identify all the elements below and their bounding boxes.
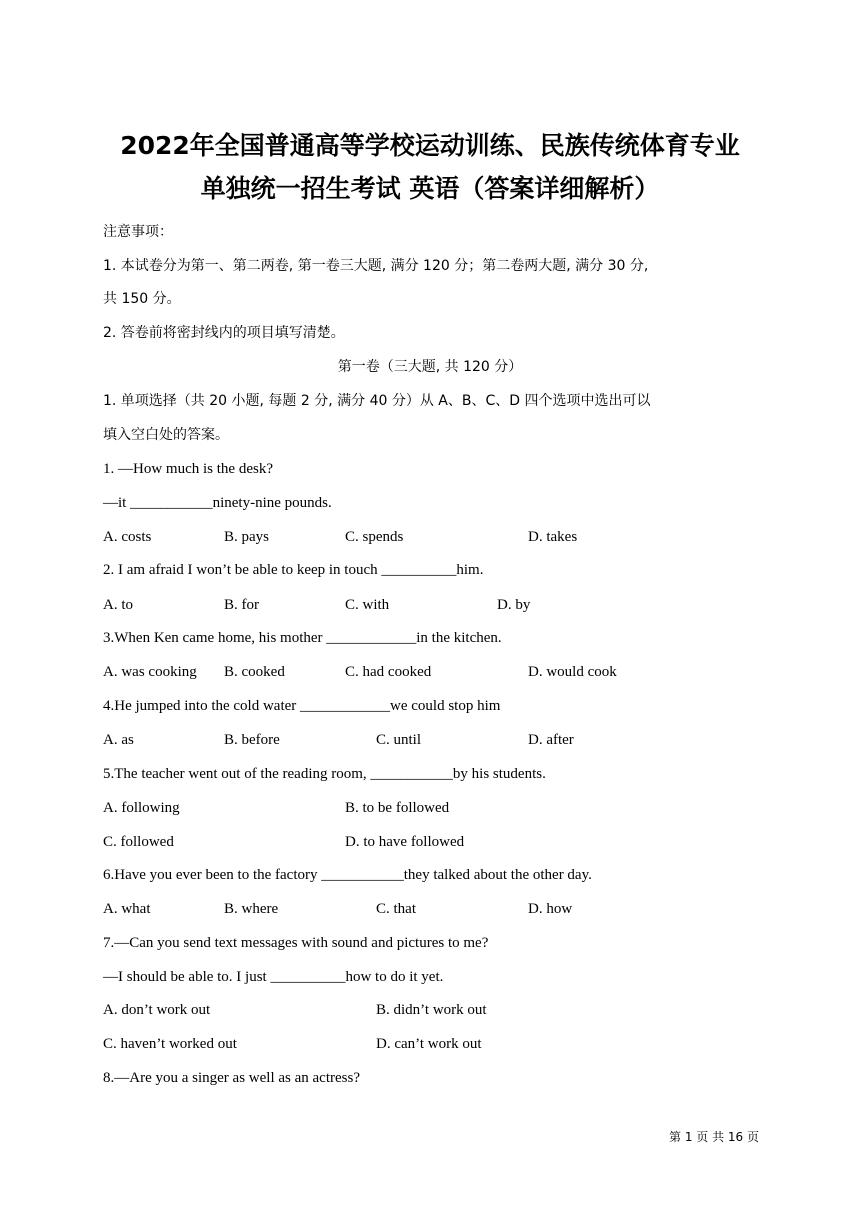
question-4-option-c: C. until	[376, 732, 422, 748]
question-1-option-a: A. costs	[103, 529, 152, 545]
question-1-option-b: B. pays	[224, 529, 269, 545]
question-7-option-c: C. haven’t worked out	[103, 1036, 237, 1052]
question-4-stem: 4.He jumped into the cold water ____________we could stop him	[103, 698, 501, 714]
question-5-option-d: D. to have followed	[345, 834, 465, 850]
question-3-option-b: B. cooked	[224, 664, 285, 680]
section-instructions-continued: 填入空白处的答案。	[103, 427, 229, 443]
question-1-response: —it ___________ninety-nine pounds.	[103, 495, 332, 511]
question-1-stem: 1. —How much is the desk?	[103, 461, 273, 477]
volume-heading: 第一卷（三大题, 共 120 分）	[337, 359, 523, 375]
question-4-option-d: D. after	[528, 732, 574, 748]
question-7-response: —I should be able to. I just __________how to do it yet.	[103, 969, 444, 985]
question-4-option-a: A. as	[103, 732, 134, 748]
question-7-option-b: B. didn’t work out	[376, 1002, 487, 1018]
question-7-stem: 7.—Can you send text messages with sound and pictures to me?	[103, 935, 489, 951]
question-8-stem: 8.—Are you a singer as well as an actress?	[103, 1070, 360, 1086]
notice-heading: 注意事项：	[103, 224, 173, 240]
question-2-stem: 2. I am afraid I won’t be able to keep in touch __________him.	[103, 562, 484, 578]
question-5-option-b: B. to be followed	[345, 800, 450, 816]
question-6-stem: 6.Have you ever been to the factory ___________they talked about the other day.	[103, 867, 592, 883]
notice-item-1: 1. 本试卷分为第一、第二两卷, 第一卷三大题, 满分 120 分；第二卷两大题, 满分 30 分,	[103, 258, 649, 274]
question-6-option-a: A. what	[103, 901, 151, 917]
question-7-option-d: D. can’t work out	[376, 1036, 482, 1052]
page-footer: 第 1 页 共 16 页	[669, 1130, 759, 1144]
question-6-option-c: C. that	[376, 901, 416, 917]
section-instructions: 1. 单项选择（共 20 小题, 每题 2 分, 满分 40 分）从 A、B、C、D 四个选项中选出可以	[103, 393, 651, 409]
question-6-option-b: B. where	[224, 901, 279, 917]
notice-item-1-continued: 共 150 分。	[103, 291, 181, 307]
notice-item-2: 2. 答卷前将密封线内的项目填写清楚。	[103, 325, 345, 341]
document-title-line-2: 单独统一招生考试 英语（答案详细解析）	[200, 174, 660, 203]
question-1-option-d: D. takes	[528, 529, 578, 545]
question-2-option-c: C. with	[345, 597, 390, 613]
question-3-option-c: C. had cooked	[345, 664, 432, 680]
question-6-option-d: D. how	[528, 901, 573, 917]
document-title-line-1: 2022年全国普通高等学校运动训练、民族传统体育专业	[120, 131, 740, 160]
question-5-option-a: A. following	[103, 800, 180, 816]
question-7-option-a: A. don’t work out	[103, 1002, 211, 1018]
question-3-option-d: D. would cook	[528, 664, 617, 680]
question-1-option-c: C. spends	[345, 529, 404, 545]
question-3-option-a: A. was cooking	[103, 664, 197, 680]
question-2-option-a: A. to	[103, 597, 133, 613]
question-3-stem: 3.When Ken came home, his mother ____________in the kitchen.	[103, 630, 502, 646]
question-4-option-b: B. before	[224, 732, 280, 748]
question-2-option-b: B. for	[224, 597, 259, 613]
question-2-option-d: D. by	[497, 597, 531, 613]
question-5-stem: 5.The teacher went out of the reading room, ___________by his students.	[103, 766, 546, 782]
question-5-option-c: C. followed	[103, 834, 174, 850]
